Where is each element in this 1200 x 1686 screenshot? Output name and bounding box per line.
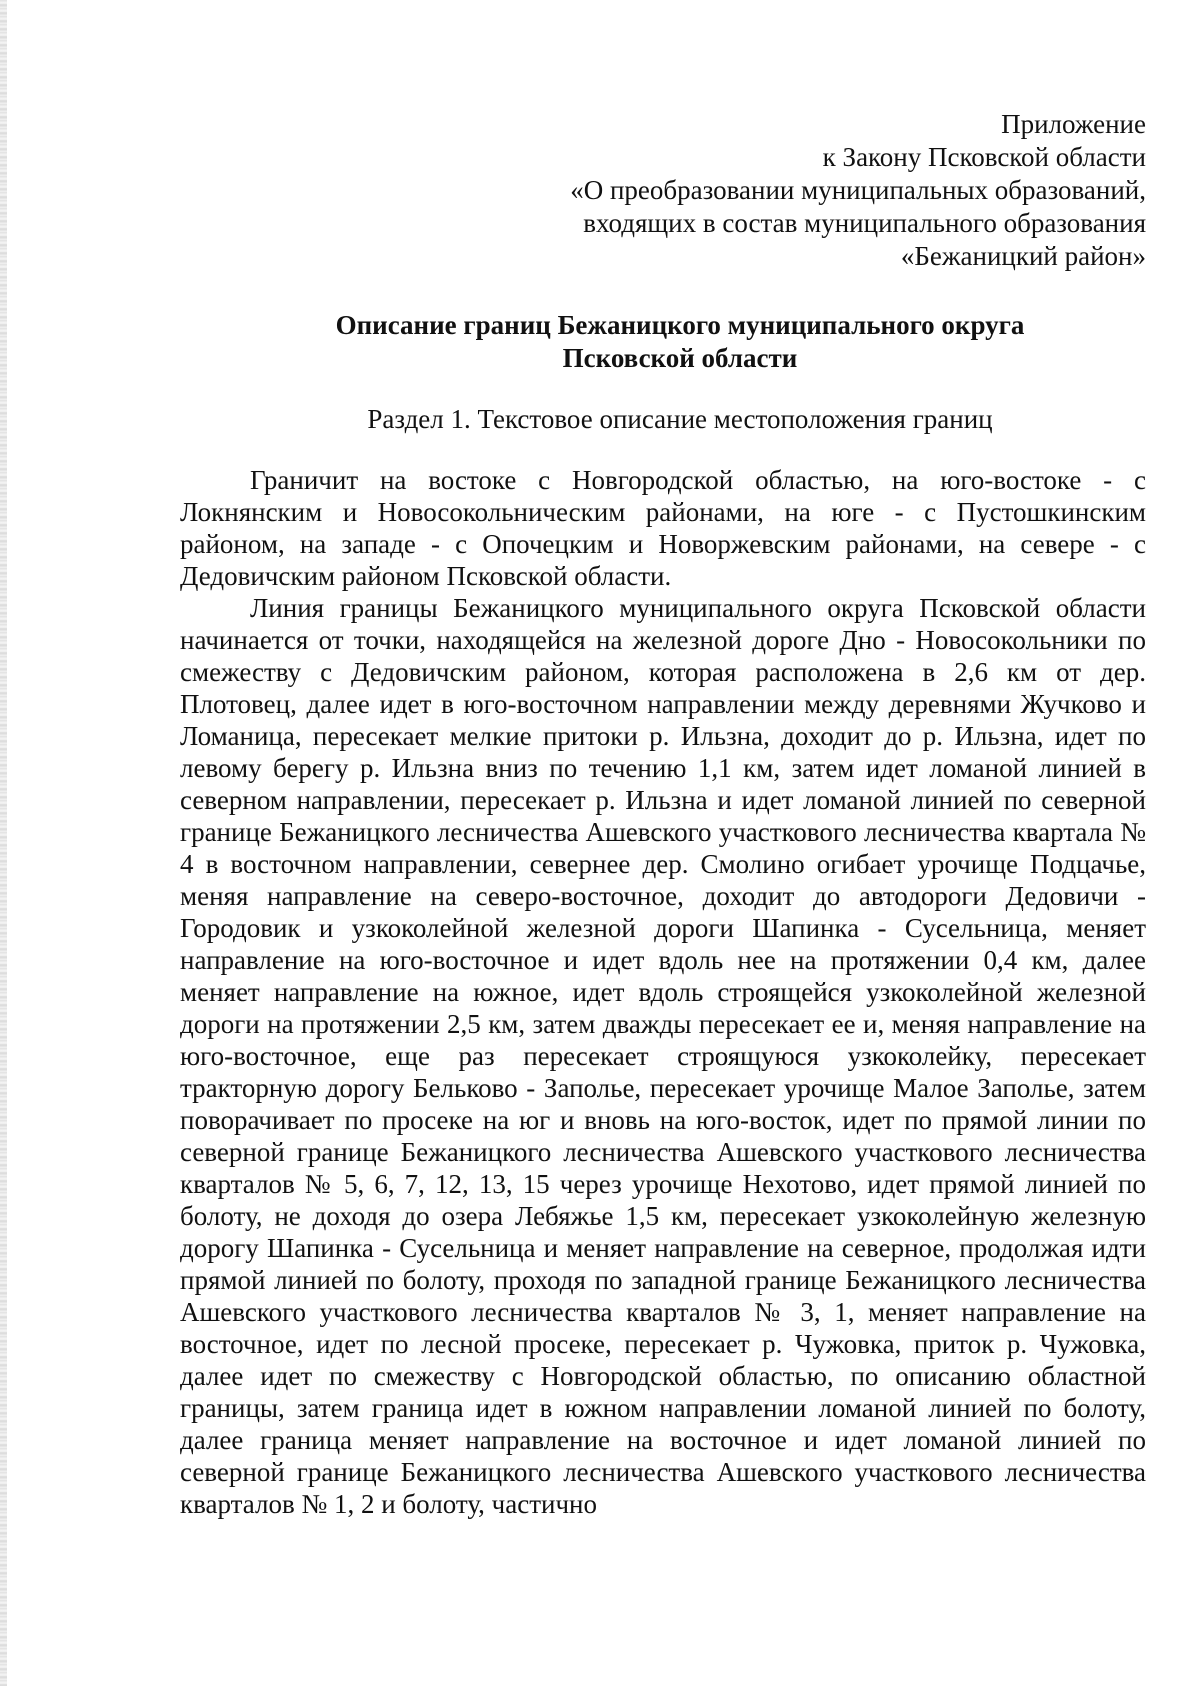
appendix-line: Приложение (1001, 109, 1146, 139)
document-title (180, 309, 1146, 375)
section-heading: Раздел 1. Текстовое описание местоположения границ (367, 404, 993, 434)
document-page (180, 108, 1146, 1520)
appendix-line: «Бежаницкий район» (900, 241, 1146, 271)
appendix-line: к Закону Псковской области (822, 142, 1146, 172)
title-line: Псковской области (562, 343, 798, 373)
scan-edge (0, 0, 7, 1686)
appendix-line: «О преобразовании муниципальных образований, (570, 175, 1146, 205)
title-line: Описание границ Бежаницкого муниципального округа (335, 310, 1025, 340)
appendix-block (180, 108, 1146, 273)
paragraph: Граничит на востоке с Новгородской областью, на юго-востоке - с Локнянским и Новосокольническим районами, на юге - с Пустошкинским районом, на западе - с Опочецким и Новоржевским районами, на севере - с Дедовичским районом Псковской области. (180, 465, 1146, 591)
appendix-line: входящих в состав муниципального образования (583, 208, 1146, 238)
body-text (180, 464, 1146, 1520)
paragraph: Линия границы Бежаницкого муниципального округа Псковской области начинается от точки, находящейся на железной дороге Дно - Новосокольники по смежеству с Дедовичским районом, которая расположена в 2,6 км от дер. Плотовец, далее идет в юго-восточном направлении между деревнями Жучково и Ломаница, пересекает мелкие притоки р. Ильзна, доходит до р. Ильзна, идет по левому берегу р. Ильзна вниз по течению 1,1 км, затем идет ломаной линией в северном направлении, пересекает р. Ильзна и идет ломаной линией по северной границе Бежаницкого лесничества Ашевского участкового лесничества квартала № 4 в восточном направлении, севернее дер. Смолино огибает урочище Подцачье, меняя направление на северо-восточное, доходит до автодороги Дедовичи - Городовик и узкоколейной железной дороги Шапинка - Сусельница, меняет направление на юго-восточное и идет вдоль нее на протяжении 0,4 км, далее меняет направление на южное, идет вдоль строящейся узкоколейной железной дороги на протяжении 2,5 км, затем дважды пересекает ее и, меняя направление на юго-восточное, еще раз пересекает строящуюся узкоколейку, пересекает тракторную дорогу Бельково - Заполье, пересекает урочище Малое Заполье, затем поворачивает по просеке на юг и вновь на юго-восток, идет по прямой линии по северной границе Бежаницкого лесничества Ашевского участкового лесничества кварталов № 5, 6, 7, 12, 13, 15 через урочище Нехотово, идет прямой линией по болоту, не доходя до озера Лебяжье 1,5 км, пересекает узкоколейную железную дорогу Шапинка - Сусельница и меняет направление на северное, продолжая идти прямой линией по болоту, проходя по западной границе Бежаницкого лесничества Ашевского участкового лесничества кварталов № 3, 1, меняет направление на восточное, идет по лесной просеке, пересекает р. Чужовка, приток р. Чужовка, далее идет по смежеству с Новгородской областью, по описанию областной границы, затем граница идет в южном направлении ломаной линией по болоту, далее граница меняет направление на восточное и идет ломаной линией по северной границе Бежаницкого лесничества Ашевского участкового лесничества кварталов № 1, 2 и болоту, частично (180, 593, 1146, 1519)
